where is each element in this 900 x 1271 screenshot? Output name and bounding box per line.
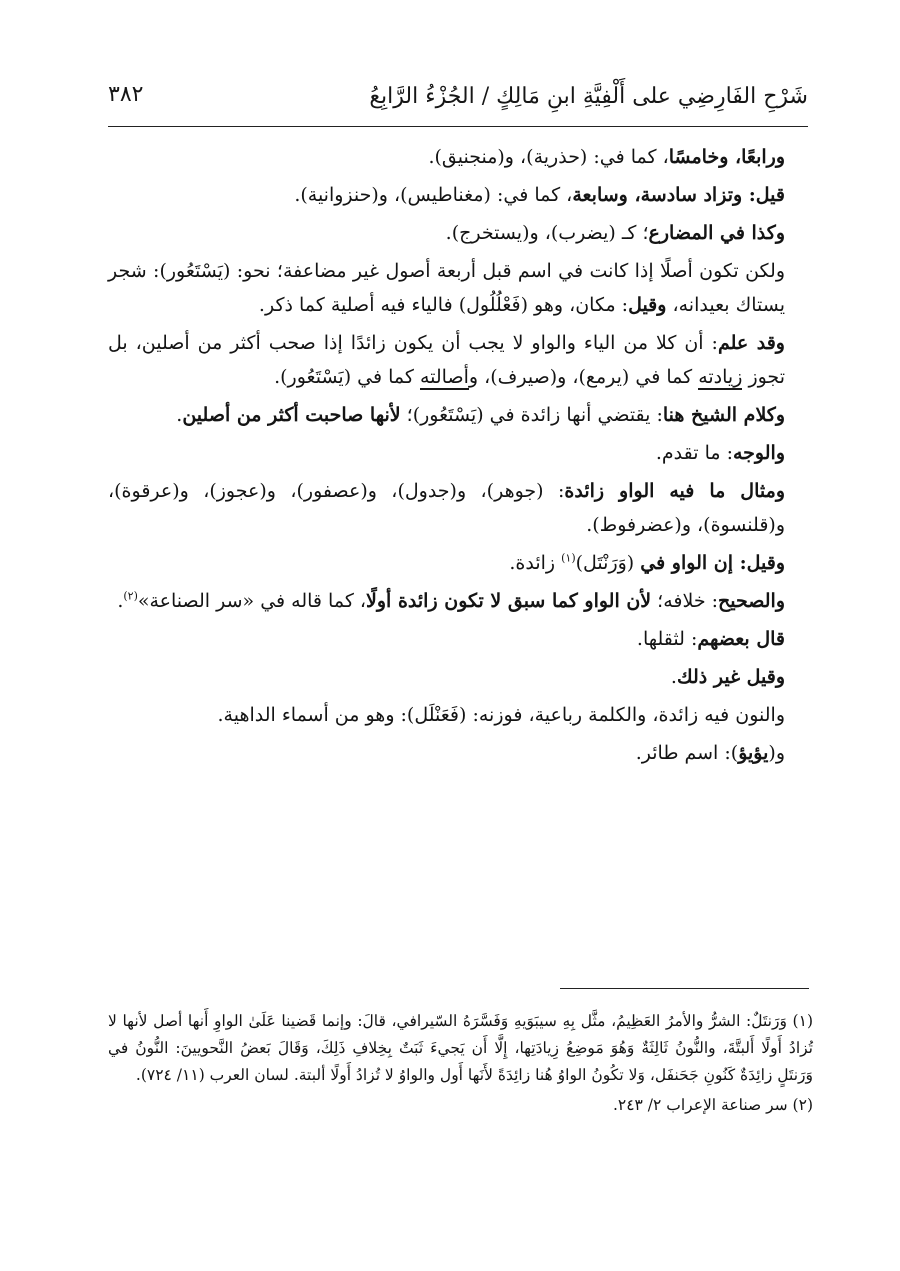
bold-phrase: ورابعًا، وخامسًا xyxy=(668,146,785,168)
bold-phrase: ومثال ما فيه الواو زائدة xyxy=(564,480,785,502)
underlined-word: زيادته xyxy=(698,366,743,388)
footnote-ref-2[interactable]: (٢) xyxy=(123,589,138,603)
paragraph-6 xyxy=(108,398,813,432)
text: : ما تقدم. xyxy=(655,442,733,464)
paragraph-4 xyxy=(108,254,813,322)
text: : خلافه؛ xyxy=(651,590,719,612)
bold-phrase: وقيل xyxy=(628,294,667,316)
text: ؛ كـ (يضرب)، و(يستخرج). xyxy=(445,222,649,244)
text: : يقتضي أنها زائدة في (يَسْتَعُور)؛ xyxy=(400,404,663,426)
header-title: شَرْحِ الفَارِضِي على أَلْفِيَّةِ ابنِ مَالِكٍ / الجُزْءُ الرَّابِعُ xyxy=(369,84,808,109)
bold-phrase: قيل: وتزاد سادسة، وسابعة xyxy=(572,184,785,206)
bold-phrase: وكذا في المضارع xyxy=(648,222,785,244)
bold-phrase: لأن الواو كما سبق لا تكون زائدة أولًا xyxy=(366,590,652,612)
text: . xyxy=(670,666,677,688)
bold-phrase: والوجه xyxy=(733,442,785,464)
paragraph-7 xyxy=(108,436,813,470)
paragraph-2 xyxy=(108,178,813,212)
text: زائدة. xyxy=(509,552,562,574)
text: . xyxy=(176,404,183,426)
bold-phrase: وقيل: إن الواو في xyxy=(640,552,785,574)
paragraph-3 xyxy=(108,216,813,250)
page-number: ٣٨٢ xyxy=(108,82,144,107)
paragraph-14 xyxy=(108,736,813,770)
bold-phrase: وقد علم xyxy=(717,332,785,354)
paragraph-11 xyxy=(108,622,813,656)
footnote-rule xyxy=(560,988,809,989)
header-rule xyxy=(108,126,808,127)
text: : لثقلها. xyxy=(636,628,698,650)
bold-phrase: وقيل غير ذلك xyxy=(676,666,785,688)
text: كما في (يرمع)، و(صيرف)، و xyxy=(468,366,699,388)
paragraph-13 xyxy=(108,698,813,732)
bold-phrase: لأنها صاحبت أكثر من أصلين xyxy=(182,404,401,426)
text: ، كما في: (حذرية)، و(منجنيق). xyxy=(428,146,669,168)
text: ، كما قاله في «سر الصناعة» xyxy=(137,590,367,612)
footnote-1: (١) وَرَنتَلٌ: الشرُّ والأمرُ العَظِيمُ، مثَّل بِهِ سيبَوَيهِ وَفَسَّرَهُ السّيرافي، قالَ: وإنما قَضينا عَلَىٰ الواوِ أَنها أصل لأنها لا تُزادُ أَولًا أَلبتَّةَ، والنُّونُ ثَالِثَةٌ وَهُوَ مَوضِعُ زِيادَتِها، إِلَّا أَن يَجيءَ ثَبَتٌ بِخِلافِ ذَلِكَ، وَقَالَ بَعضُ النَّحويينَ: النُّونُ في وَرَنتَلٍ زائِدَةٌ كَنُونِ جَحَنفَل، وَلا تكُونُ الواوُ هُنا زائِدَةً لأَنَها أَول والواوُ لا تُزادُ أَولًا ألبتة. لسان العرب (١١/ ٧٢٤). xyxy=(108,1012,813,1084)
footnote-2: (٢) سر صناعة الإعراب ٢/ ٢٤٣. xyxy=(612,1096,813,1114)
bold-phrase: قال بعضهم xyxy=(697,628,785,650)
paragraph-5 xyxy=(108,326,813,394)
main-text xyxy=(108,140,813,774)
paragraph-10 xyxy=(108,584,813,618)
text: كما في (يَسْتَعُور). xyxy=(274,366,420,388)
paragraph-1 xyxy=(108,140,813,174)
underlined-word: أصالته xyxy=(419,366,469,388)
text: ، كما في: (مغناطيس)، و(حنزوانية). xyxy=(294,184,573,206)
bold-phrase: يؤيؤ xyxy=(738,742,769,764)
text: ولكن تكون أصلًا إذا كانت في اسم قبل أربعة أصول غير مضاعفة؛ نحو: (يَسْتَعُور): شجر يستاك بعيدانه، xyxy=(108,260,785,316)
paragraph-8 xyxy=(108,474,813,542)
running-header xyxy=(108,74,808,126)
footnote-ref-1[interactable]: (١) xyxy=(561,551,576,565)
text: . xyxy=(117,590,124,612)
text: ): اسم طائر. xyxy=(635,742,739,764)
bold-phrase: والصحيح xyxy=(718,590,785,612)
text: : مكان، وهو (فَعْلُلُول) فالياء فيه أصلية كما ذكر. xyxy=(258,294,629,316)
text: : أن كلا من الياء والواو لا يجب أن يكون زائدًا إذا صحب أكثر من أصلين، بل تجوز xyxy=(108,332,785,388)
footnotes xyxy=(108,1008,813,1122)
paragraph-12 xyxy=(108,660,813,694)
text: و( xyxy=(768,742,785,764)
text: والنون فيه زائدة، والكلمة رباعية، فوزنه: (فَعَنْلَل): وهو من أسماء الداهية. xyxy=(217,704,785,726)
text: (وَرَنْتَل) xyxy=(575,552,641,574)
paragraph-9 xyxy=(108,546,813,580)
text: : (جوهر)، و(جدول)، و(عصفور)، و(عجوز)، و(عرقوة)، و(قلنسوة)، و(عضرفوط). xyxy=(108,480,785,536)
bold-phrase: وكلام الشيخ هنا xyxy=(662,404,785,426)
